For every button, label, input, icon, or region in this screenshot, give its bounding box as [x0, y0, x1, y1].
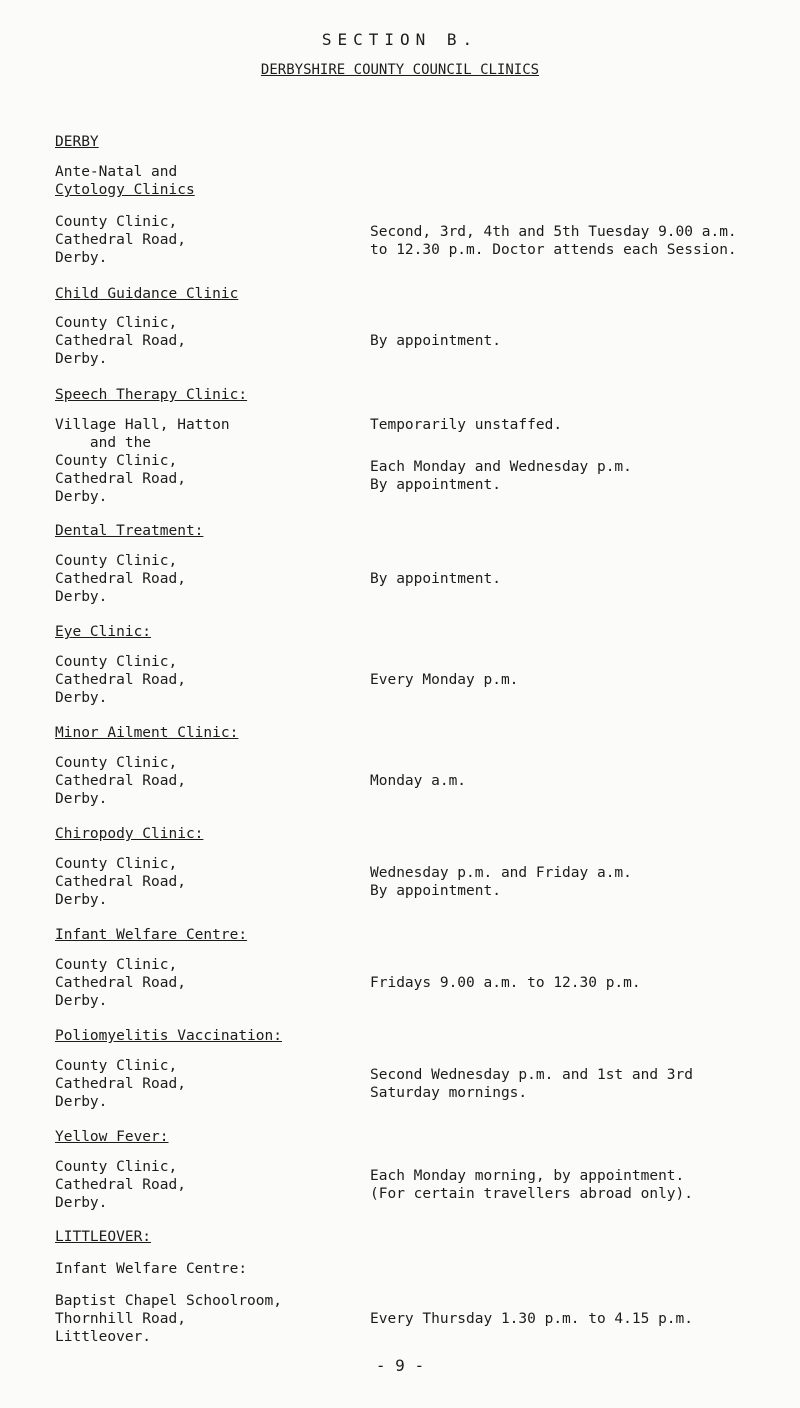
clinic-heading: Yellow Fever:: [55, 1129, 169, 1145]
clinic-address: [55, 552, 186, 606]
times-line: By appointment.: [370, 883, 501, 899]
address-line: Cathedral Road,: [55, 571, 186, 587]
clinic-times: [370, 223, 737, 259]
clinic-address: [55, 1158, 186, 1212]
address-line: Cathedral Road,: [55, 874, 186, 890]
clinic-address: [55, 653, 186, 707]
times-line: Monday a.m.: [370, 773, 467, 789]
address-line: County Clinic,: [55, 315, 178, 331]
address-line: Derby.: [55, 1195, 108, 1211]
clinic-address: [55, 855, 186, 909]
address-line: County Clinic,: [55, 957, 178, 973]
times-line: Fridays 9.00 a.m. to 12.30 p.m.: [370, 975, 641, 991]
clinic-heading: Eye Clinic:: [55, 624, 152, 640]
clinic-address: [55, 956, 186, 1010]
address-line: Derby.: [55, 351, 108, 367]
address-line: County Clinic,: [55, 453, 178, 469]
address-line: Cathedral Road,: [55, 333, 186, 349]
document-subtitle: DERBYSHIRE COUNTY COUNCIL CLINICS: [260, 62, 540, 78]
address-line: Derby.: [55, 589, 108, 605]
address-line: Derby.: [55, 250, 108, 266]
address-line: Cathedral Road,: [55, 672, 186, 688]
times-line: Second Wednesday p.m. and 1st and 3rd: [370, 1067, 694, 1083]
address-line: Cathedral Road,: [55, 1076, 186, 1092]
address-line: and the: [55, 435, 152, 451]
times-line: Every Thursday 1.30 p.m. to 4.15 p.m.: [370, 1311, 694, 1327]
area-heading-derby: DERBY: [55, 134, 99, 150]
page-number: - 9 -: [375, 1356, 425, 1375]
times-line: Second, 3rd, 4th and 5th Tuesday 9.00 a.m.: [370, 224, 737, 240]
clinic-address: [55, 314, 186, 368]
address-line: Derby.: [55, 791, 108, 807]
times-line: Each Monday and Wednesday p.m.: [370, 459, 632, 475]
clinic-address: [55, 213, 186, 267]
times-line: Saturday mornings.: [370, 1085, 528, 1101]
address-line: Cathedral Road,: [55, 975, 186, 991]
clinic-times: [370, 1066, 693, 1102]
address-line: Littleover.: [55, 1329, 152, 1345]
address-line: Cathedral Road,: [55, 232, 186, 248]
clinic-times: [370, 864, 632, 900]
clinic-heading: [55, 163, 195, 199]
heading-line: Cytology Clinics: [55, 182, 195, 198]
times-line: By appointment.: [370, 333, 501, 349]
clinic-heading: Speech Therapy Clinic:: [55, 387, 248, 403]
address-line: County Clinic,: [55, 1058, 178, 1074]
address-line: Derby.: [55, 690, 108, 706]
clinic-address: [55, 416, 230, 506]
address-line: Derby.: [55, 892, 108, 908]
clinic-times: [370, 570, 501, 588]
clinic-heading: Infant Welfare Centre:: [55, 927, 248, 943]
times-line: to 12.30 p.m. Doctor attends each Session.: [370, 242, 737, 258]
clinic-times: [370, 332, 501, 350]
heading-line: Ante-Natal and: [55, 164, 178, 180]
times-line: Temporarily unstaffed.: [370, 417, 563, 433]
clinic-times: [370, 1167, 693, 1203]
times-line: Each Monday morning, by appointment.: [370, 1168, 685, 1184]
times-spacer: [370, 434, 632, 452]
area-heading-littleover: LITTLEOVER:: [55, 1229, 152, 1245]
clinic-times: [370, 772, 466, 790]
address-line: Thornhill Road,: [55, 1311, 186, 1327]
address-line: County Clinic,: [55, 856, 178, 872]
clinic-heading: Dental Treatment:: [55, 523, 204, 539]
clinic-address: [55, 1292, 282, 1346]
address-line: County Clinic,: [55, 1159, 178, 1175]
clinic-heading: Minor Ailment Clinic:: [55, 725, 239, 741]
address-line: County Clinic,: [55, 553, 178, 569]
address-line: Cathedral Road,: [55, 1177, 186, 1193]
clinic-heading: Poliomyelitis Vaccination:: [55, 1028, 282, 1044]
address-line: County Clinic,: [55, 214, 178, 230]
address-line: Baptist Chapel Schoolroom,: [55, 1293, 282, 1309]
clinic-times: [370, 1310, 693, 1328]
address-line: Derby.: [55, 993, 108, 1009]
address-line: County Clinic,: [55, 755, 178, 771]
clinic-heading: Infant Welfare Centre:: [55, 1261, 248, 1277]
clinic-times: [370, 974, 641, 992]
clinic-times: [370, 416, 632, 494]
address-line: Derby.: [55, 489, 108, 505]
times-line: By appointment.: [370, 477, 501, 493]
section-title: SECTION B.: [321, 30, 479, 49]
address-line: Derby.: [55, 1094, 108, 1110]
times-line: Every Monday p.m.: [370, 672, 519, 688]
address-line: Village Hall, Hatton: [55, 417, 230, 433]
clinic-address: [55, 1057, 186, 1111]
address-line: County Clinic,: [55, 654, 178, 670]
clinic-heading: Child Guidance Clinic: [55, 286, 239, 302]
times-line: Wednesday p.m. and Friday a.m.: [370, 865, 632, 881]
address-line: Cathedral Road,: [55, 471, 186, 487]
clinic-heading: Chiropody Clinic:: [55, 826, 204, 842]
times-line: By appointment.: [370, 571, 501, 587]
clinic-times: [370, 671, 518, 689]
address-line: Cathedral Road,: [55, 773, 186, 789]
clinic-address: [55, 754, 186, 808]
times-line: (For certain travellers abroad only).: [370, 1186, 694, 1202]
